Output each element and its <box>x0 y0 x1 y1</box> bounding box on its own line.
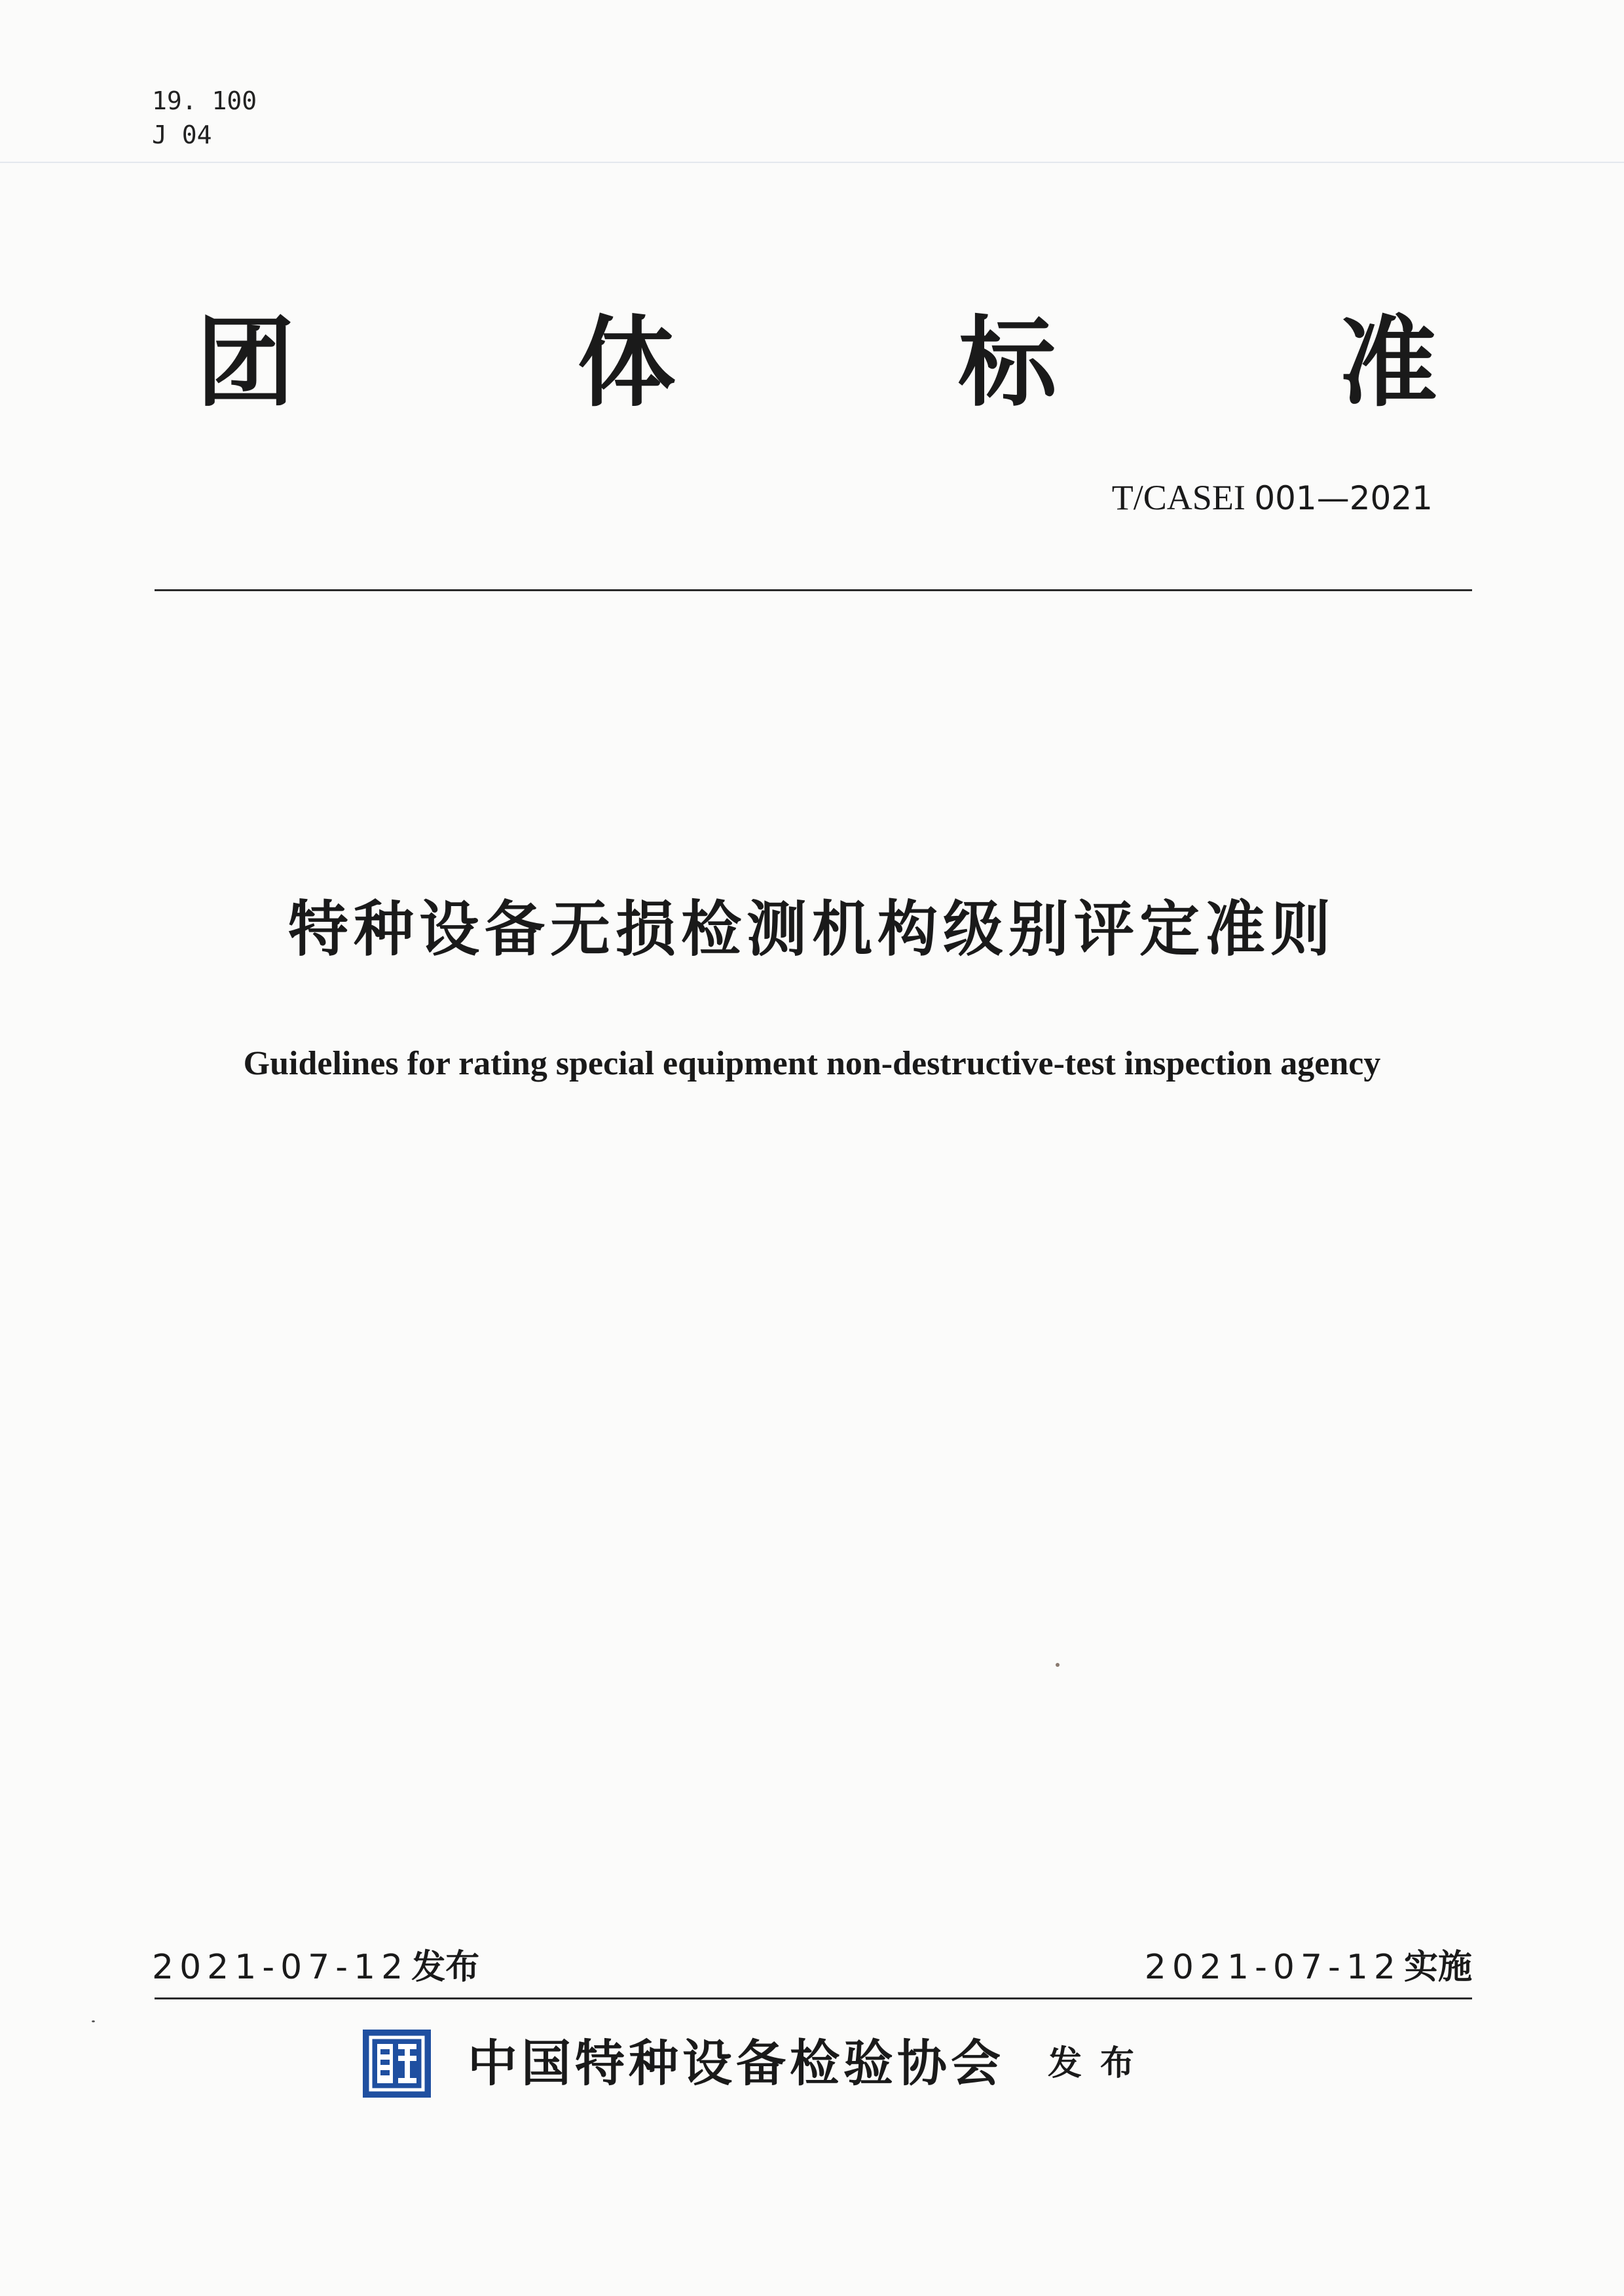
standard-number <box>1112 475 1433 521</box>
association-logo-icon <box>363 2030 431 2098</box>
publish-date-label: 发布 <box>411 1948 480 1987</box>
document-title-english: Guidelines for rating special equipment non-destructive-test inspection agency <box>243 1045 1381 1082</box>
effective-date-label: 实施 <box>1403 1948 1472 1987</box>
scan-speck <box>1056 1663 1060 1667</box>
title-char-3: 标 <box>958 306 1057 420</box>
publisher-action: 发布 <box>1048 2044 1153 2083</box>
publisher-block <box>363 2028 1153 2100</box>
standard-type-title <box>196 308 1437 419</box>
classification-codes <box>152 84 257 152</box>
title-char-1: 团 <box>196 306 295 420</box>
bottom-divider <box>155 1997 1472 1999</box>
title-char-2: 体 <box>577 306 676 420</box>
publish-date <box>152 1944 479 1990</box>
scan-speck <box>92 2020 95 2022</box>
standard-number-prefix: T/CASEI <box>1111 478 1255 517</box>
title-char-4: 准 <box>1338 306 1437 420</box>
top-divider <box>155 589 1472 591</box>
header-faint-line <box>0 162 1624 163</box>
publisher-name: 中国特种设备检验协会 <box>468 2034 1005 2092</box>
effective-date <box>1145 1944 1472 1990</box>
standard-number-value: 001—2021 <box>1254 479 1433 517</box>
ics-code: 19. 100 <box>152 86 257 115</box>
effective-date-value: 2021-07-12 <box>1144 1948 1401 1987</box>
ccs-code: J 04 <box>152 120 212 149</box>
publish-date-value: 2021-07-12 <box>152 1948 409 1987</box>
document-title-chinese: 特种设备无损检测机构级别评定准则 <box>287 894 1336 964</box>
